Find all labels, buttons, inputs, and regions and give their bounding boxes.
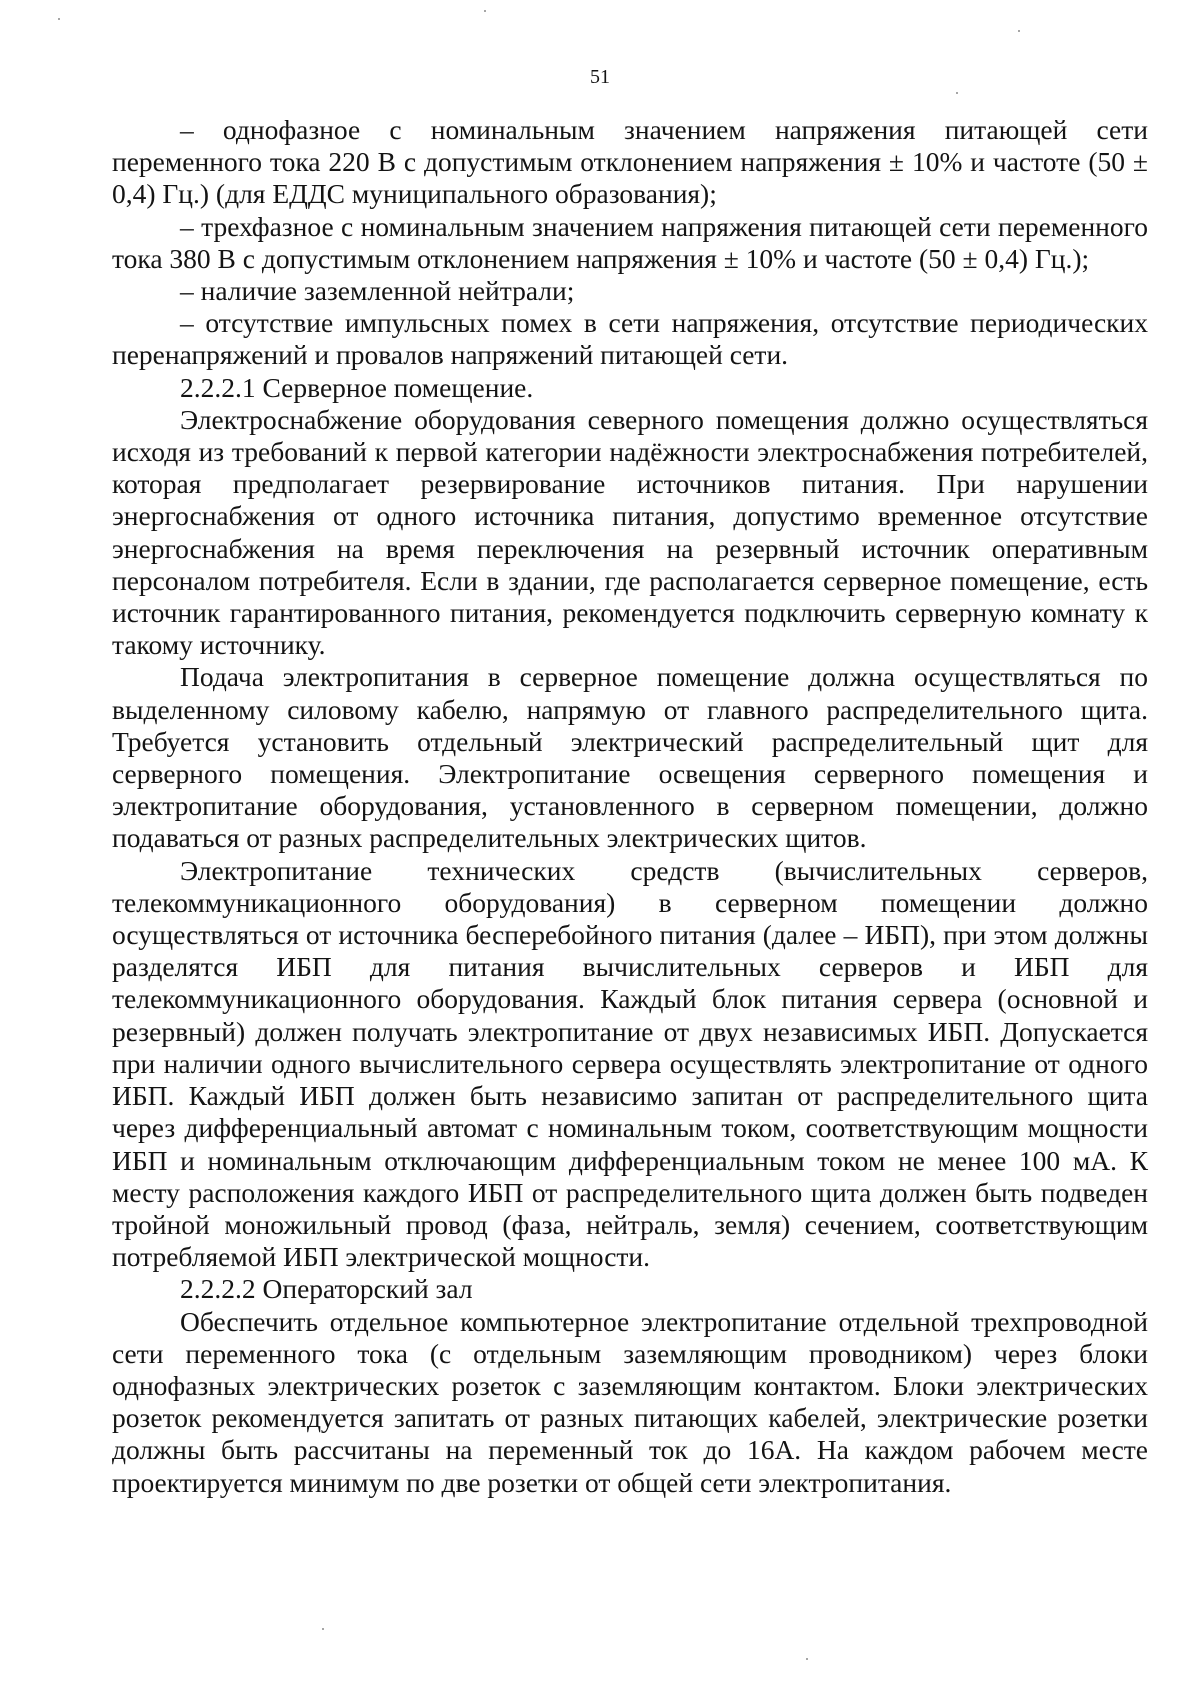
list-item-grounded-neutral: – наличие заземленной нейтрали;: [180, 275, 575, 307]
scan-speck: [806, 1658, 808, 1660]
scan-speck: [484, 10, 486, 12]
scan-speck: [322, 1628, 324, 1630]
section-heading-operator-hall: 2.2.2.2 Операторский зал: [180, 1273, 473, 1305]
section-heading-server-room: 2.2.2.1 Серверное помещение.: [180, 371, 534, 403]
page-number: 51: [590, 66, 610, 88]
list-item-single-phase: – однофазное с номинальным значением напряжения питающей сети переменного тока 220 В с допустимым отклонением напряжения ± 10% и частоте (50 ± 0,4) Гц.) (для ЕДДС муниципального образования);: [112, 114, 1148, 210]
document-body: [112, 114, 1148, 1499]
paragraph-dedicated-cable: Подача электропитания в серверное помещение должна осуществляться по выделенному силовому кабелю, напрямую от главного распределительного щита. Требуется установить отдельный электрический распределительный щит для серверного помещения. Электропитание освещения серверного помещения и электропитание оборудования, установленного в серверном помещении, должно подаваться от разных распределительных электрических щитов.: [112, 661, 1148, 854]
paragraph-ups-power: Электропитание технических средств (вычислительных серверов, телекоммуникационного оборудования) в серверном помещении должно осуществляться от источника бесперебойного питания (далее – ИБП), при этом должны разделятся ИБП для питания вычислительных серверов и ИБП для телекоммуникационного оборудования. Каждый блок питания сервера (основной и резервный) должен получать электропитание от двух независимых ИБП. Допускается при наличии одного вычислительного сервера осуществлять электропитание от одного ИБП. Каждый ИБП должен быть независимо запитан от распределительного щита через дифференциальный автомат с номинальным током, соответствующим мощности ИБП и номинальным отключающим дифференциальным током не менее 100 мА. К месту расположения каждого ИБП от распределительного щита должен быть подведен тройной моножильный провод (фаза, нейтраль, земля) сечением, соответствующим потребляемой ИБП электрической мощности.: [112, 854, 1148, 1273]
paragraph-power-supply-category: Электроснабжение оборудования северного помещения должно осуществляться исходя из требований к первой категории надёжности электроснабжения потребителей, которая предполагает резервирование источников питания. При нарушении энергоснабжения от одного источника питания, допустимо временное отсутствие энергоснабжения на время переключения на резервный источник оперативным персоналом потребителя. Если в здании, где располагается серверное помещение, есть источник гарантированного питания, рекомендуется подключить серверную комнату к такому источнику.: [112, 403, 1148, 661]
scan-speck: [58, 18, 60, 20]
list-item-three-phase: – трехфазное с номинальным значением напряжения питающей сети переменного тока 380 В с допустимым отклонением напряжения ± 10% и частоте (50 ± 0,4) Гц.);: [112, 210, 1148, 274]
paragraph-operator-hall-power: Обеспечить отдельное компьютерное электропитание отдельной трехпроводной сети переменного тока (с отдельным заземляющим проводником) через блоки однофазных электрических розеток с заземляющим контактом. Блоки электрических розеток рекомендуется запитать от разных питающих кабелей, электрические розетки должны быть рассчитаны на переменный ток до 16А. На каждом рабочем месте проектируется минимум по две розетки от общей сети электропитания.: [112, 1305, 1148, 1498]
scan-speck: [956, 92, 958, 94]
list-item-no-impulse-noise: – отсутствие импульсных помех в сети напряжения, отсутствие периодических перенапряжений и провалов напряжений питающей сети.: [112, 307, 1148, 371]
scan-speck: [1018, 30, 1020, 32]
